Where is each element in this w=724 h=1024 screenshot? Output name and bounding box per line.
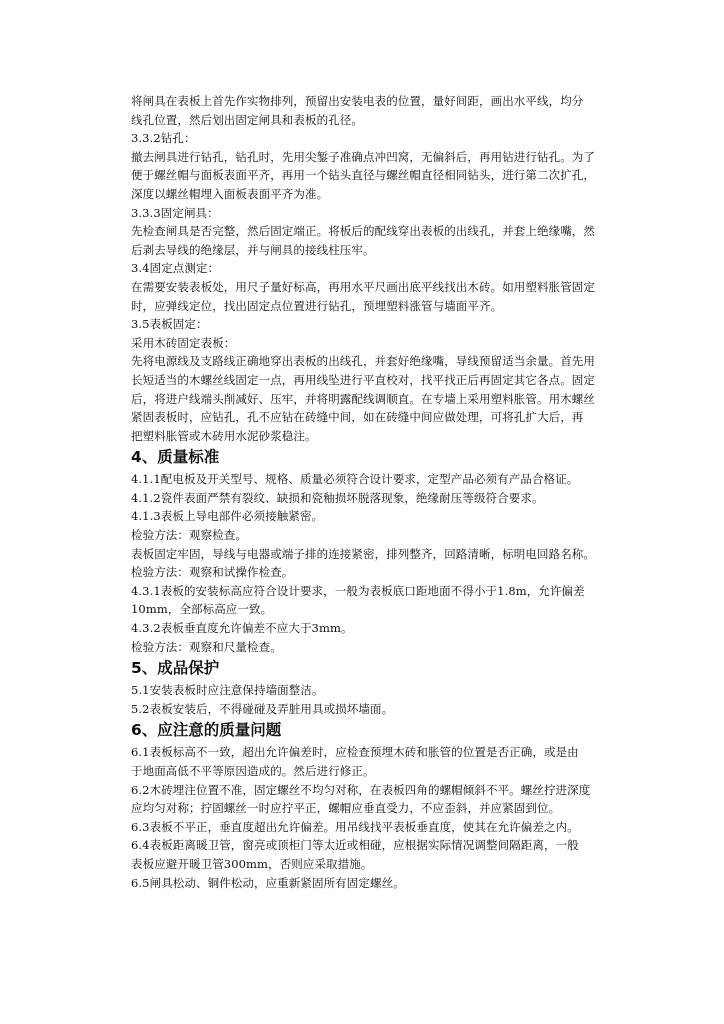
text-line: 4.3.1表板的安装标高应符合设计要求，一般为表板底口距地面不得小于1.8m，允许偏差 [131,583,585,598]
text-line: 4.1.1配电板及开关型号、规格、质量必须符合设计要求，定型产品必须有产品合格证。 [131,472,579,487]
text-line: 时，应弹线定位，找出固定点位置进行钻孔，预埋塑料涨管与墙面平齐。 [131,298,503,313]
text-line: 6.5闸具松动、铜件松动，应重新紧固所有固定螺丝。 [131,875,405,890]
text-line: 先将电源线及支路线正确地穿出表板的出线孔，并套好绝缘嘴，导线预留适当余量。首先用 [131,354,595,369]
text-line: 于地面高低不平等原因造成的。然后进行修正。 [131,764,375,778]
text-line: 长短适当的木螺丝线固定一点，再用线坠进行平直校对，找平找正后再固定其它各点。固定 [131,372,595,387]
text-line: 在需要安装表板处，用尺子量好标高，再用水平尺画出底平线找出木砖。如用塑料胀管固定 [131,279,595,294]
subsection-title: 3.4固定点测定： [131,261,220,276]
text-line: 将闸具在表板上首先作实物排列，预留出安装电表的位置，量好间距，画出水平线，均分 [131,94,584,108]
text-line: 6.4表板距离暖卫管，窗亮或顶柜门等太近或相碰，应根据实际情况调整间隔距离，一般 [131,838,579,853]
section-4-content [131,470,643,656]
text-line: 检验方法：观察检查。 [131,528,247,543]
text-line: 4.1.2瓷件表面严禁有裂纹、缺损和瓷釉损坏脱落现象，绝缘耐压等级符合要求。 [131,490,544,505]
text-line: 线孔位置，然后划出固定闸具和表板的孔径。 [131,112,363,127]
text-line: 10mm，全部标高应一致。 [131,602,273,617]
text-line: 5.1安装表板时应注意保持墙面整洁。 [131,683,324,698]
text-line: 5.2表板安装后，不得碰碰及弄脏用具或损坏墙面。 [131,701,394,716]
document-page [131,92,643,892]
text-line: 6.2木砖埋注位置不准，固定螺丝不均匀对称，在表板四角的螺帽倾斜不平。螺丝拧进深度 [131,782,591,797]
text-line: 检验方法：观察和尺量检查。 [131,639,282,654]
subsection-title: 3.3.3固定闸具： [131,205,219,220]
section-6-content [131,743,643,892]
subsection-title: 3.5表板固定： [131,317,208,332]
text-line: 把塑料胀管或木砖用水泥砂浆稳注。 [131,428,317,443]
text-line: 紧固表板时，应钻孔，孔不应钻在砖缝中间，如在砖缝中间应做处理，可将孔扩大后，再 [131,410,584,425]
section-heading-quality-issues: 6、应注意的质量问题 [131,721,282,740]
text-line: 采用木砖固定表板： [131,335,236,350]
section-5-content [131,681,643,718]
text-line: 表板固定牢固，导线与电器或端子排的连接紧密，排列整齐，回路清晰，标明电回路名称。 [131,546,595,561]
text-line: 6.3表板不平正，垂直度超出允许偏差。用吊线找平表板垂直度，使其在允许偏差之内。 [131,819,579,834]
text-line: 4.3.2表板垂直度允许偏差不应大于3mm。 [131,621,353,636]
text-line: 应均匀对称；拧固螺丝一时应拧平正，螺帽应垂直受力，不应歪斜，并应紧固到位。 [131,801,561,816]
section-3-content [131,92,643,445]
text-line: 表板应避开暖卫管300mm，否则应采取措施。 [131,856,373,871]
text-line: 先检查闸具是否完整，然后固定端正。将板后的配线穿出表板的出线孔，并套上绝缘嘴，然 [131,224,595,239]
text-line: 后，将进户线端头削减好、压牢，并将明露配线调顺直。在专墙上采用塑料胀管。用木螺丝 [131,391,595,406]
section-heading-quality-standard: 4、质量标准 [131,448,220,467]
text-line: 便于螺丝帽与面板表面平齐，再用一个钻头直径与螺丝帽直径相同钻头，进行第二次扩孔， [131,168,595,183]
text-line: 深度以螺丝帽埋入面板表面平齐为准。 [131,186,329,201]
subsection-title: 3.3.2钻孔： [131,131,196,146]
text-line: 检验方法：观察和试操作检查。 [131,565,294,580]
text-line: 撤去闸具进行钻孔，钻孔时，先用尖錾子准确点冲凹窝，无偏斜后，再用钻进行钻孔。为了 [131,149,595,164]
section-heading-product-protection: 5、成品保护 [131,659,220,678]
text-line: 4.1.3表板上导电部件必须接触紧密。 [131,509,324,524]
text-line: 6.1表板标高不一致，超出允许偏差时，应检查预埋木砖和胀管的位置是否正确，或是由 [131,745,579,760]
text-line: 后剥去导线的绝缘层，并与闸具的接线柱压牢。 [131,242,375,257]
